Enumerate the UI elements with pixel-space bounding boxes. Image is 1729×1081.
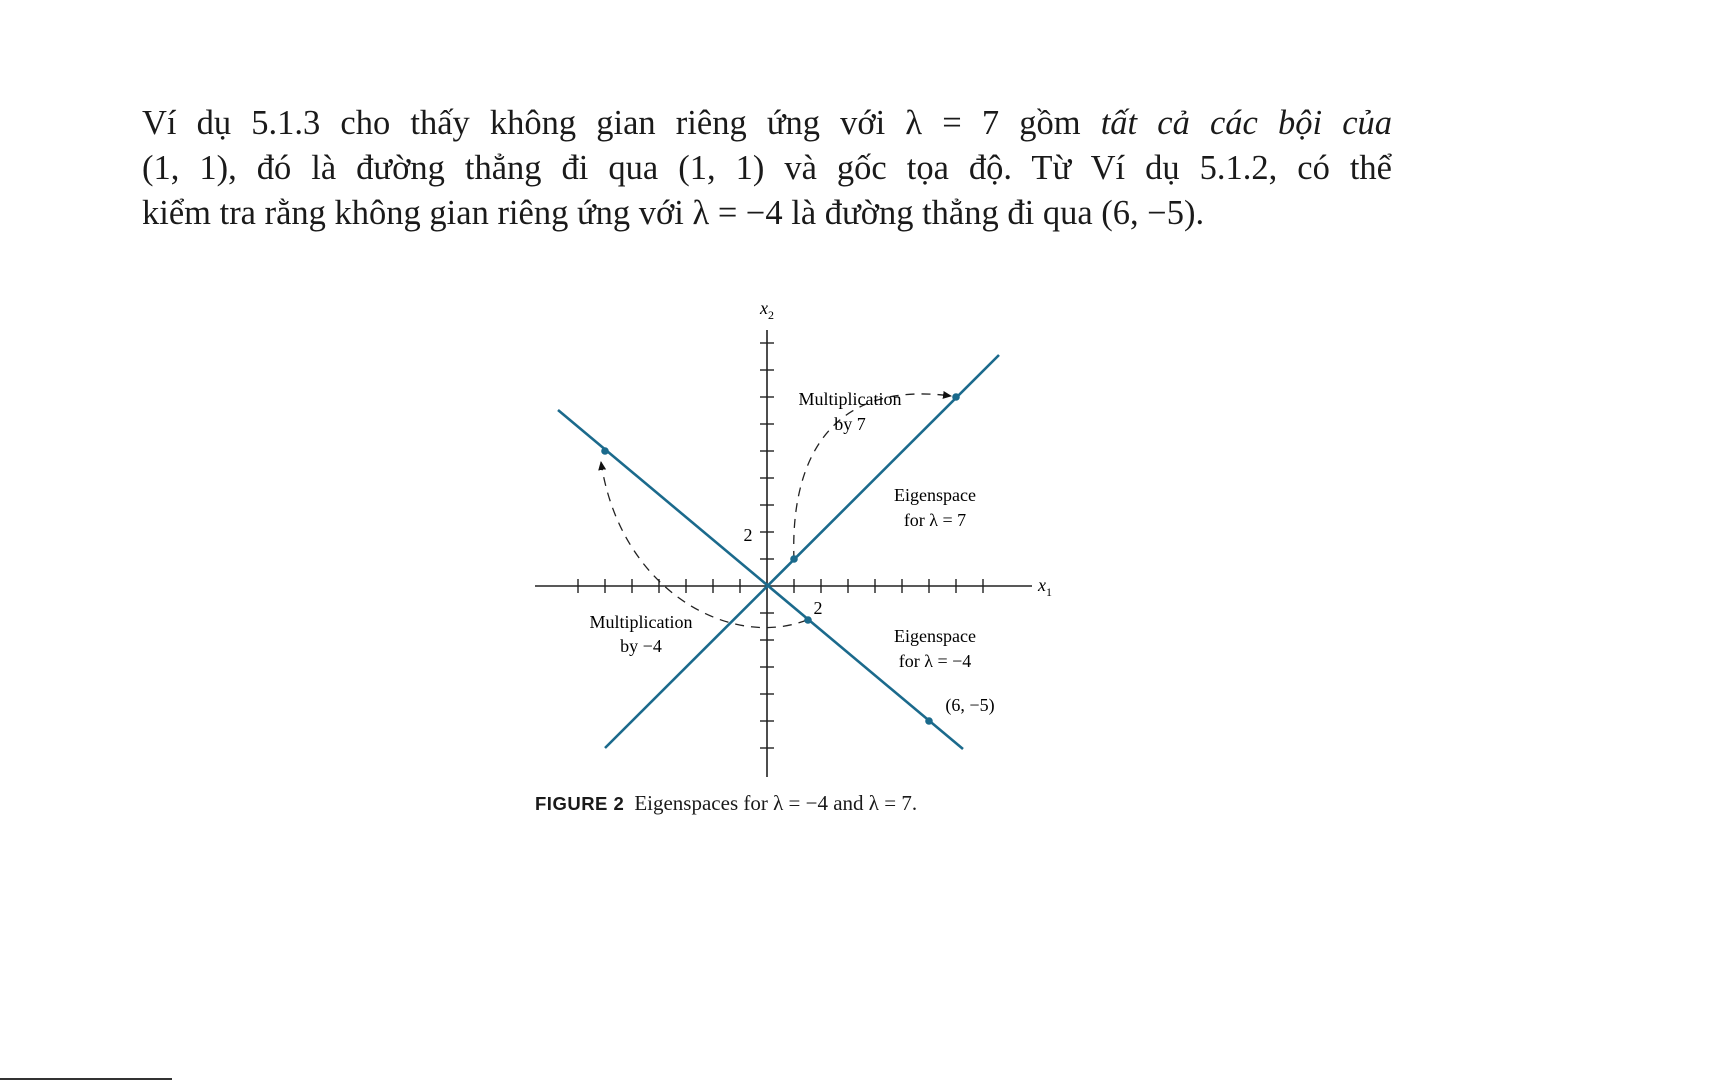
point-neg6-5 [601,447,609,455]
eigenspace-7-label-line2: for λ = 7 [903,510,967,530]
point-6-neg5 [925,717,933,725]
point-1-1 [790,555,798,563]
point-label-6-neg5: (6, −5) [945,695,995,715]
eigenspace-neg4-label-line2: for λ = −4 [898,651,972,671]
footnote-rule [0,1078,172,1080]
mult-7-label-line2: by 7 [834,414,866,434]
figure-caption-text: Eigenspaces for λ = −4 and λ = 7. [634,791,918,815]
paragraph-emphasis: tất cả các bội của [1100,104,1393,142]
paragraph-line-2: (1, 1), đó là đường thẳng đi qua (1, 1) và gốc tọa độ. Từ Ví dụ 5.1.2, có thể [142,149,1392,187]
body-paragraph [142,101,1392,236]
y-tick-label-2: 2 [743,525,753,545]
mult-7-label-line1: Multiplication [798,389,902,409]
multiplication-neg4-arc [601,462,807,628]
figure-caption [535,791,917,816]
x-axis-label: $x_1$ [1038,575,1052,599]
figure-caption-label: FIGURE 2 [535,793,625,814]
mult-neg4-label-line2: by −4 [620,636,662,656]
eigenspace-figure [520,290,1080,780]
eigenspace-line-lambda-7 [605,355,999,748]
mult-neg4-label-line1: Multiplication [589,612,693,632]
y-axis-label: $x_2$ [760,298,774,322]
paragraph-line-3: kiểm tra rằng không gian riêng ứng với λ = −4 là đường thẳng đi qua (6, −5). [142,194,1205,232]
paragraph-line-1: Ví dụ 5.1.3 cho thấy không gian riêng ứng với λ = 7 gồm tất cả các bội của [142,104,1393,142]
point-7-7 [952,393,960,401]
x-tick-label-2: 2 [813,598,823,618]
eigenspace-7-label-line1: Eigenspace [894,485,976,505]
point-1.5-neg1.25 [804,616,812,624]
eigenspace-neg4-label-line1: Eigenspace [894,626,976,646]
